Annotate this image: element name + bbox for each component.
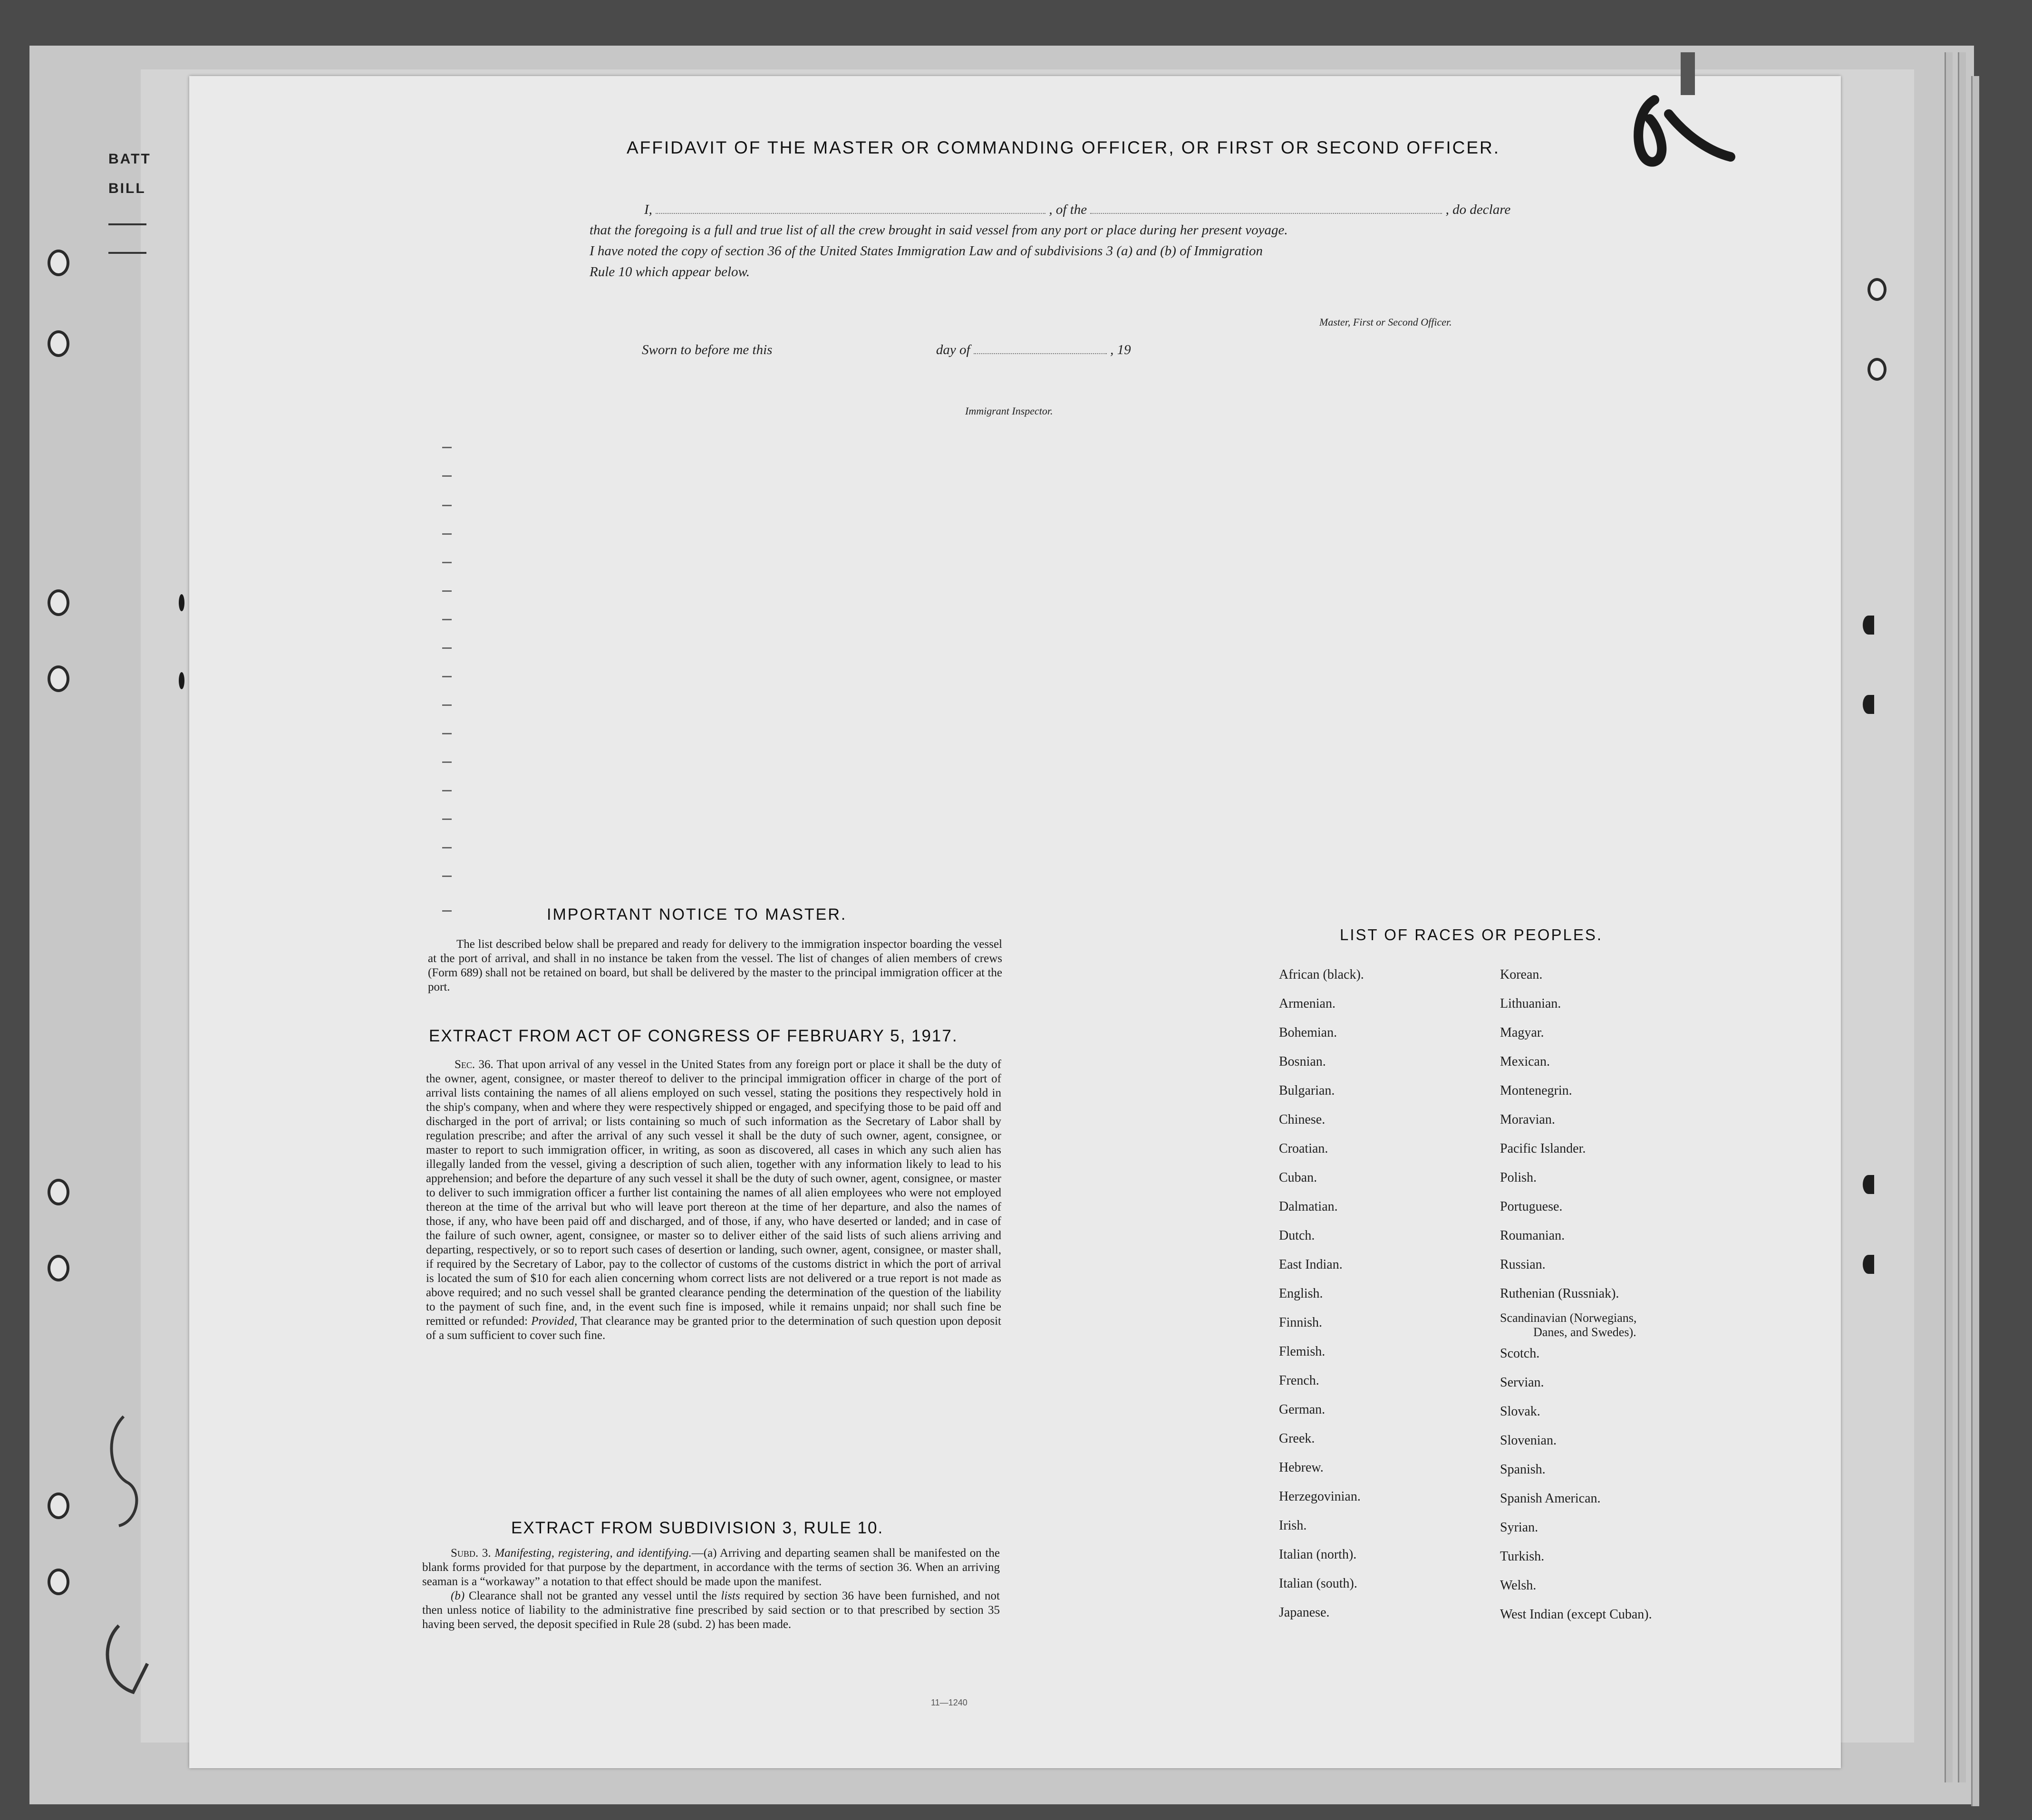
sec-label: Sec. 36. (455, 1058, 493, 1071)
act-extract-title: EXTRACT FROM ACT OF CONGRESS OF FEBRUARY 5, 1917. (429, 1027, 958, 1045)
act-body-end: That clearance may be granted prior to the determination of such question upon deposit of a sum sufficient to cover such fine. (426, 1315, 1001, 1342)
race-item: Montenegrin. (1500, 1083, 1572, 1098)
margin-mark (442, 590, 452, 592)
race-item: Hebrew. (1279, 1460, 1324, 1475)
race-item: Danes, and Swedes). (1533, 1325, 1636, 1339)
race-item: Ruthenian (Russniak). (1500, 1286, 1619, 1301)
affidavit-sheet (189, 76, 1841, 1768)
race-item: East Indian. (1279, 1257, 1343, 1272)
page-stack-edge (1958, 52, 1966, 1782)
punch-hole (48, 1493, 69, 1519)
underlying-rule (108, 223, 146, 225)
margin-mark (442, 704, 452, 706)
race-item: Magyar. (1500, 1025, 1544, 1040)
margin-mark (442, 847, 452, 848)
race-item: Chinese. (1279, 1112, 1326, 1127)
race-item: German. (1279, 1402, 1326, 1417)
race-item: Dalmatian. (1279, 1199, 1338, 1214)
race-item: Bulgarian. (1279, 1083, 1335, 1098)
affidavit-i: I, (644, 202, 652, 217)
race-item: Scotch. (1500, 1346, 1540, 1361)
punch-hole (1863, 1175, 1874, 1194)
race-item: Roumanian. (1500, 1228, 1565, 1243)
race-item: French. (1279, 1373, 1319, 1388)
rule-extract-section (422, 1546, 1000, 1632)
rule-extract-a (422, 1546, 1000, 1589)
race-item: Mexican. (1500, 1054, 1550, 1069)
margin-mark (442, 761, 452, 763)
act-body-text: That upon arrival of any vessel in the United States from any foreign port or place it shall be the duty of the owner, agent, consignee, or master thereof to deliver to the principal immigration officer in charge of the port of arrival lists containing the names of all aliens employed on such vessel, stating the positions they respectively hold in the ship's company, when and where they were respectively shipped or engaged, and specifying those to be paid off and discharged in the port of arrival; or lists containing so much of such information as the Secretary of Labor shall by regulation prescribe; and after the arrival of any such vessel it shall be the duty of such owner, agent, consignee, or master to report to such immigration officer, in writing, as soon as discovered, all cases in which any such alien has illegally landed from the vessel, giving a description of such alien, together with any information likely to lead to his apprehension; and before the departure of any such vessel it shall be the duty of such owner, agent, consignee, or master to deliver to such immigration officer a further list containing the names of all alien employees who were not employed thereon at the time of the arrival but who will leave port thereon at the time of her departure, and also the names of those, if any, who have been paid off and discharged, and of those, if any, who have deserted or landed; and in case of the failure of such owner, agent, consignee, or master so to deliver either of the said lists of such aliens arriving and departing, respectively, or so to report such cases of desertion or landing, such owner, agent, consignee, or master shall, if required by the Secretary of Labor, pay to the collector of customs of the customs district in which the port of arrival is located the sum of $10 for each alien concerning whom correct lists are not delivered or a true report is not made as above required; and no such vessel shall be granted clearance pending the determination of the question of the liability to the payment of such fine, and, in the event such fine is imposed, while it remains unpaid; nor shall such fine be remitted or refunded: (426, 1058, 1001, 1328)
affidavit-line-3: I have noted the copy of section 36 of the United States Immigration Law and of subdivisions 3 (a) and (b) of Immigration (590, 243, 1263, 259)
punch-hole (179, 672, 184, 689)
race-item: Greek. (1279, 1431, 1315, 1446)
race-item: Armenian. (1279, 996, 1335, 1011)
punch-hole (48, 330, 69, 357)
sworn-year: , 19 (1110, 342, 1131, 357)
race-item: Bosnian. (1279, 1054, 1326, 1069)
notice-title: IMPORTANT NOTICE TO MASTER. (547, 905, 847, 924)
margin-mark (442, 819, 452, 820)
officer-name-field[interactable] (656, 213, 1045, 214)
form-number: 11—1240 (931, 1698, 968, 1707)
race-item: Slovak. (1500, 1404, 1540, 1419)
underlying-rule (108, 252, 146, 254)
subd-a-text: —(a) Arriving and departing seamen shall be manifested on the blank forms provided for that purpose by the department, in accordance with the terms of section 36. When an arriving seaman is a “workaway” a notation to that effect should be made upon the manifest. (422, 1547, 1000, 1588)
margin-mark (442, 876, 452, 877)
subd-b-lists: lists (721, 1589, 740, 1602)
subd-b-label: (b) (451, 1589, 465, 1602)
race-item: Spanish. (1500, 1462, 1546, 1477)
punch-hole (48, 589, 69, 616)
margin-mark (442, 910, 452, 912)
race-item: Lithuanian. (1500, 996, 1561, 1011)
sworn-day: day of (936, 342, 970, 357)
margin-mark (442, 533, 452, 535)
subd-label: Subd. 3. (451, 1547, 491, 1560)
race-item: Moravian. (1500, 1112, 1555, 1127)
race-item: West Indian (except Cuban). (1500, 1607, 1652, 1622)
sworn-line (642, 342, 1131, 358)
affidavit-declare: , do declare (1445, 202, 1511, 217)
affidavit-title: AFFIDAVIT OF THE MASTER OR COMMANDING OFFICER, OR FIRST OR SECOND OFFICER. (627, 138, 1500, 157)
margin-mark (442, 619, 452, 620)
race-item: Irish. (1279, 1518, 1307, 1533)
rule-extract-title: EXTRACT FROM SUBDIVISION 3, RULE 10. (511, 1519, 884, 1537)
race-item: English. (1279, 1286, 1323, 1301)
sworn-month-field[interactable] (974, 353, 1107, 354)
punch-hole (1868, 358, 1887, 381)
provided-word: Provided, (531, 1315, 578, 1328)
punch-hole (48, 665, 69, 692)
margin-mark (442, 676, 452, 677)
sworn-prefix: Sworn to before me this (642, 342, 773, 357)
margin-mark (442, 733, 452, 734)
punch-hole (1868, 278, 1887, 301)
race-item: Syrian. (1500, 1520, 1539, 1535)
master-signature-caption: Master, First or Second Officer. (1319, 316, 1452, 328)
margin-mark (442, 647, 452, 649)
race-item: Dutch. (1279, 1228, 1315, 1243)
affidavit-of-the: , of the (1049, 202, 1087, 217)
inspector-caption: Immigrant Inspector. (965, 405, 1053, 417)
punch-hole (48, 250, 69, 276)
punch-hole (179, 594, 184, 611)
race-item: Servian. (1500, 1375, 1544, 1390)
race-item: Slovenian. (1500, 1433, 1557, 1448)
margin-mark (442, 447, 452, 448)
race-item: Italian (north). (1279, 1547, 1357, 1562)
margin-mark (442, 790, 452, 791)
underlying-label: BILL (108, 181, 146, 196)
race-item: Finnish. (1279, 1315, 1323, 1330)
race-item: Herzegovinian. (1279, 1489, 1361, 1504)
race-item: Spanish American. (1500, 1491, 1601, 1506)
affidavit-line-4: Rule 10 which appear below. (590, 264, 750, 279)
race-item: Welsh. (1500, 1578, 1537, 1593)
notice-body: The list described below shall be prepared and ready for delivery to the immigration inspector boarding the vessel at the port of arrival, and shall in no instance be taken from the vessel. The list of changes of alien members of crews (Form 689) shall not be retained on board, but shall be delivered by the master to the principal immigration officer at the port. (428, 938, 1002, 993)
race-item: African (black). (1279, 967, 1364, 982)
race-item: Scandinavian (Norwegians, (1500, 1311, 1637, 1325)
punch-hole (48, 1255, 69, 1281)
race-item: Korean. (1500, 967, 1543, 982)
race-item: Italian (south). (1279, 1576, 1357, 1591)
race-item: Polish. (1500, 1170, 1537, 1185)
rule-extract-b (422, 1589, 1000, 1632)
page-stack-edge (1945, 52, 1953, 1782)
punch-hole (48, 1179, 69, 1205)
race-item: Cuban. (1279, 1170, 1317, 1185)
affidavit-line-2: that the foregoing is a full and true list of all the crew brought in said vessel from any port or place during her present voyage. (590, 222, 1288, 238)
races-title: LIST OF RACES OR PEOPLES. (1340, 926, 1603, 944)
subd-b-text-2: required by section 36 have been furnished, and not then unless notice of liability to the administrative fine prescribed by said section or to that prescribed by section 35 having been served, the deposit specified in Rule 28 (subd. 2) has been made. (422, 1589, 1000, 1631)
act-extract-section (426, 1058, 1001, 1343)
subd-heading: Manifesting, registering, and identifying. (494, 1547, 692, 1560)
race-item: Croatian. (1279, 1141, 1328, 1156)
punch-hole (1863, 1255, 1874, 1274)
notice-section (428, 937, 1002, 994)
race-item: Bohemian. (1279, 1025, 1337, 1040)
subd-b-text-1: Clearance shall not be granted any vessel until the (468, 1589, 717, 1602)
race-item: Pacific Islander. (1500, 1141, 1586, 1156)
race-item: Portuguese. (1500, 1199, 1563, 1214)
act-extract-body (426, 1058, 1001, 1343)
punch-hole (1863, 616, 1874, 635)
margin-mark (442, 562, 452, 563)
race-item: Turkish. (1500, 1549, 1545, 1564)
margin-mark (442, 505, 452, 506)
margin-mark (442, 475, 452, 477)
punch-hole (1863, 695, 1874, 714)
punch-hole (48, 1569, 69, 1595)
pencil-marks (90, 1378, 166, 1711)
race-item: Flemish. (1279, 1344, 1326, 1359)
vessel-name-field[interactable] (1090, 213, 1442, 214)
page-stack-edge (1971, 76, 1979, 1806)
affidavit-line-1 (644, 202, 1510, 218)
race-item: Russian. (1500, 1257, 1546, 1272)
handwritten-mark (1616, 43, 1750, 181)
race-item: Japanese. (1279, 1605, 1330, 1620)
underlying-label: BATT (108, 151, 151, 167)
